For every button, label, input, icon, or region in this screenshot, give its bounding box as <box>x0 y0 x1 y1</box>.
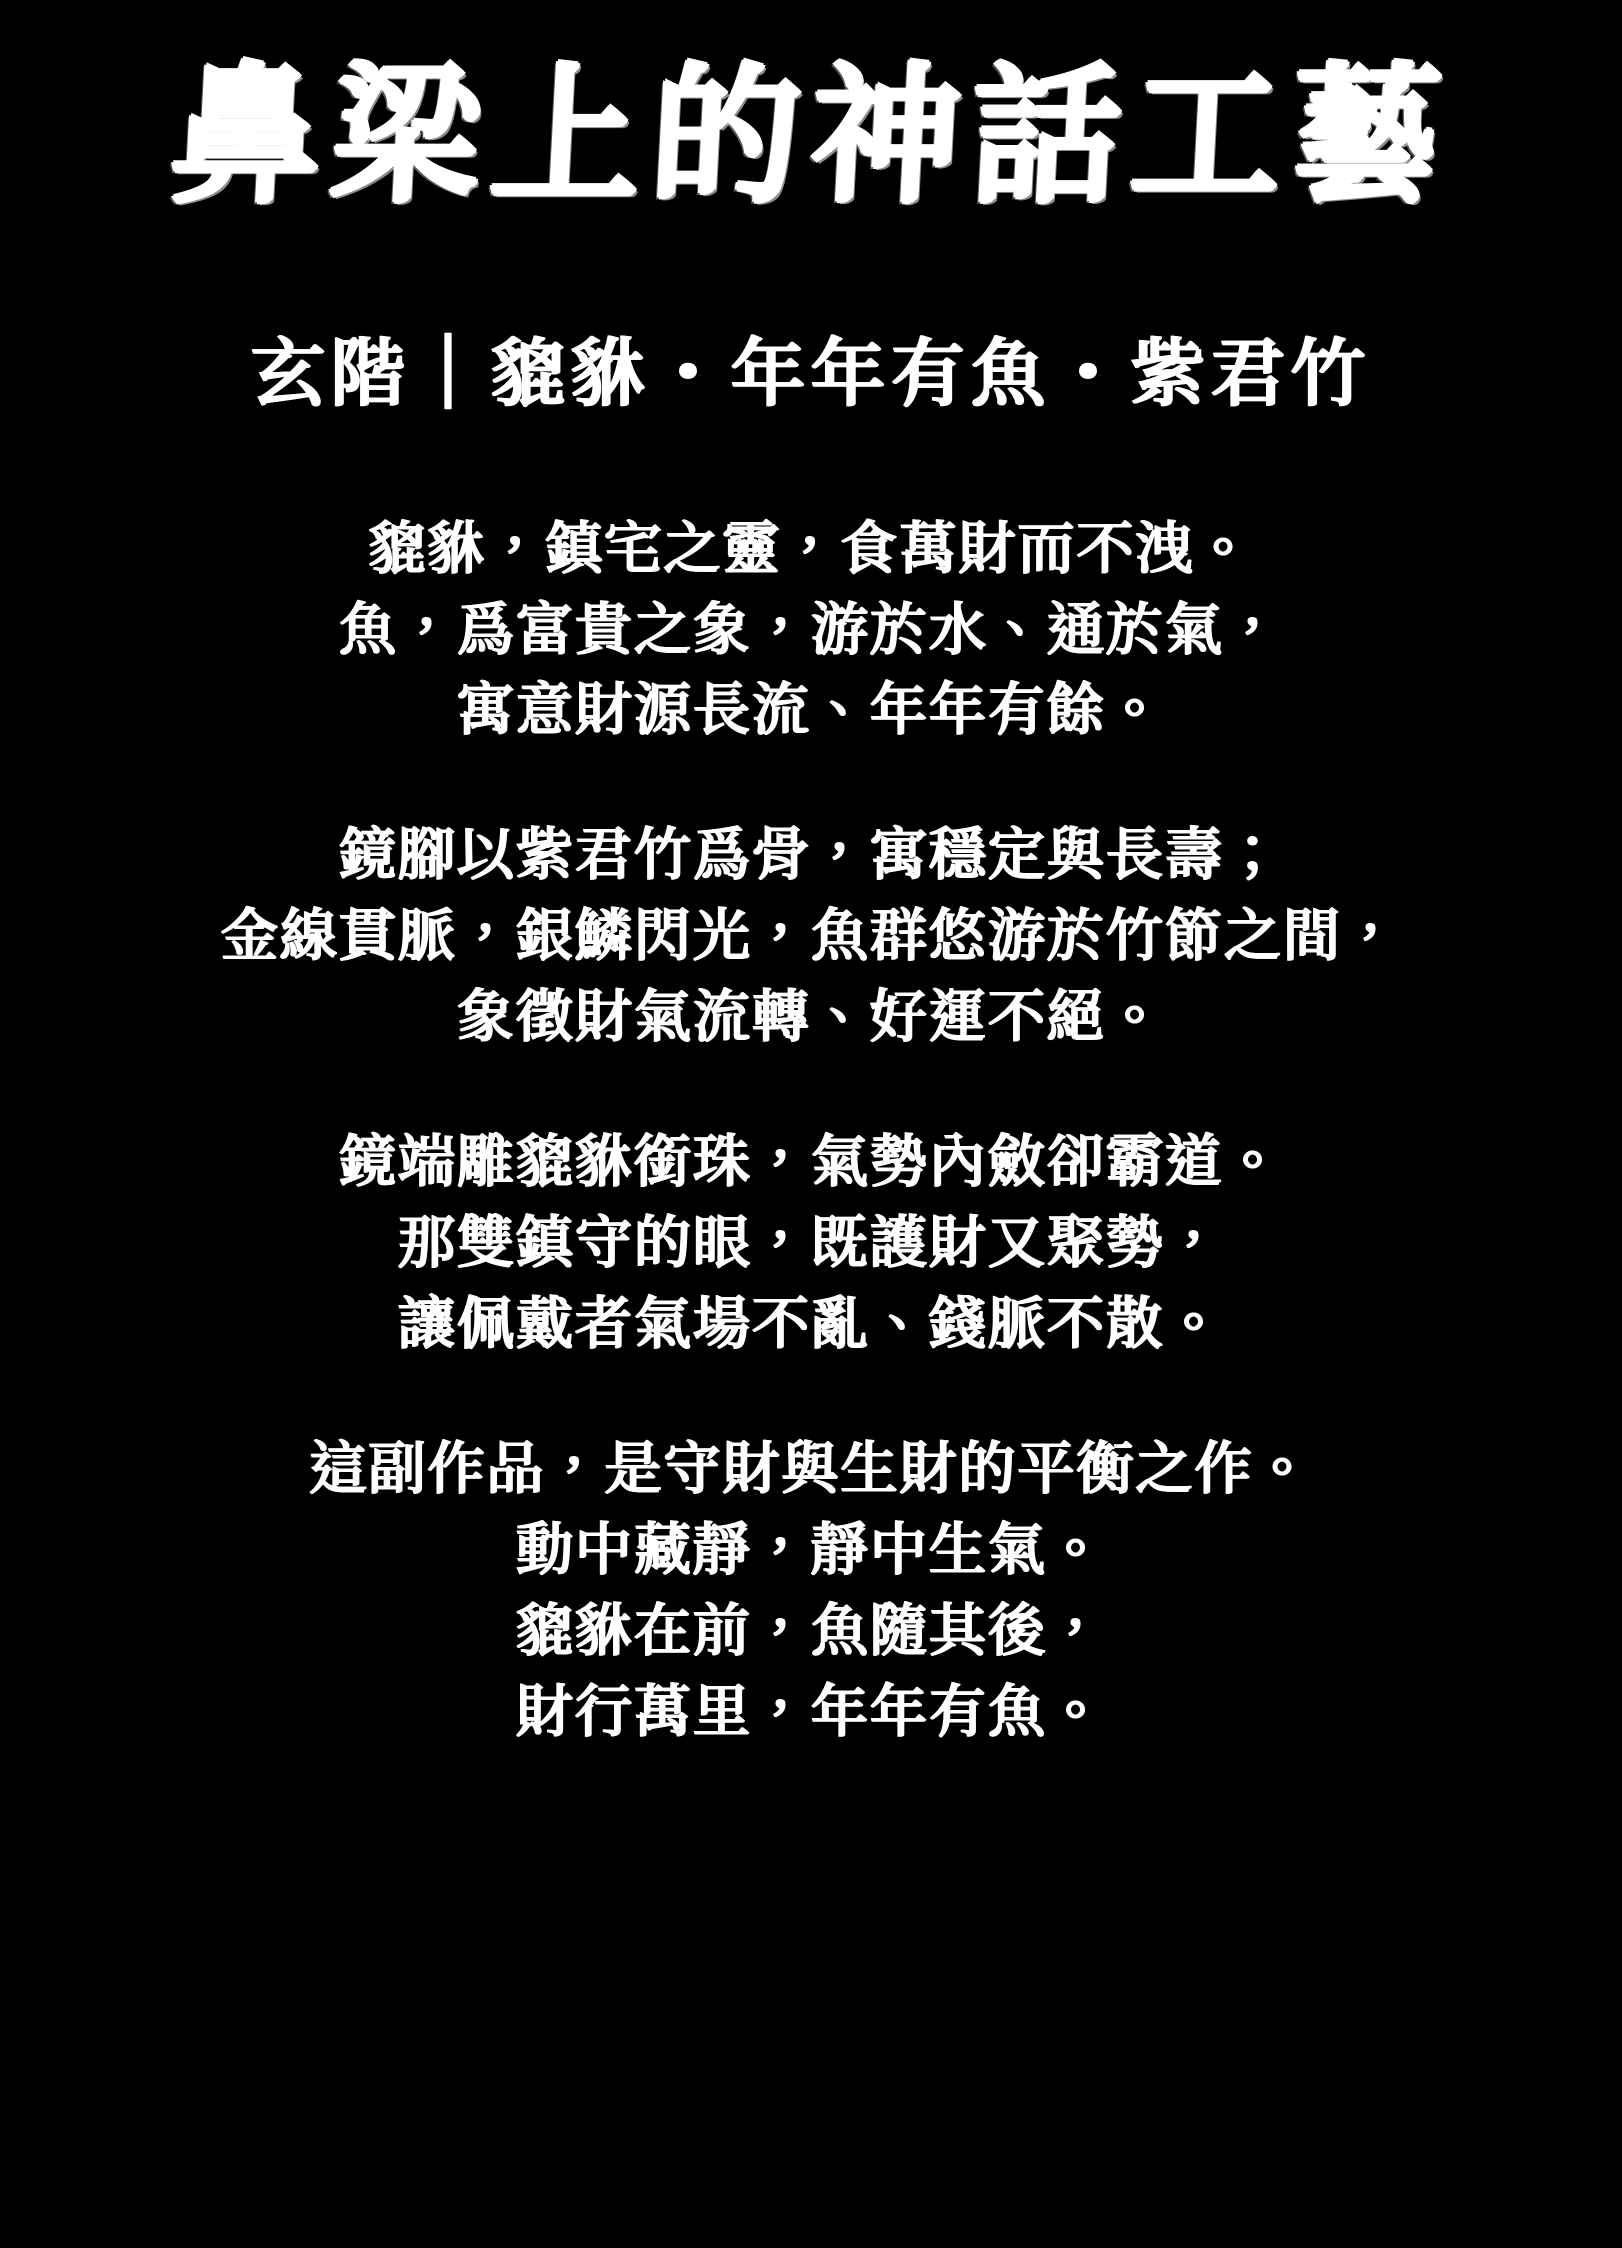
paragraph-2 <box>0 815 1622 1058</box>
paragraph-1 <box>0 509 1622 752</box>
paragraph-line: 寓意財源長流、年年有餘。 <box>457 676 1165 744</box>
subtitle-block <box>0 332 1622 417</box>
page-title: 鼻梁上的神話工藝 <box>166 48 1456 224</box>
paragraph-line: 這副作品，是守財與生財的平衡之作。 <box>309 1435 1313 1503</box>
paragraph-line: 財行萬里，年年有魚。 <box>516 1677 1106 1745</box>
paragraph-line: 鏡端雕貔貅銜珠，氣勢內斂卻霸道。 <box>339 1128 1283 1196</box>
paragraph-line: 動中藏靜，靜中生氣。 <box>516 1515 1106 1583</box>
paragraph-3 <box>0 1122 1622 1365</box>
paragraph-line: 那雙鎮守的眼，既護財又聚勢， <box>398 1209 1224 1277</box>
paragraph-4 <box>0 1429 1622 1753</box>
paragraph-line: 象徵財氣流轉、好運不絕。 <box>457 983 1165 1051</box>
paragraph-line: 貔貅在前，魚隨其後， <box>516 1596 1106 1664</box>
paragraph-line: 鏡腳以紫君竹爲骨，寓穩定與長壽； <box>339 821 1283 889</box>
title-block <box>0 48 1622 224</box>
paragraph-line: 貔貅，鎮宅之靈，食萬財而不洩。 <box>368 514 1254 582</box>
paragraph-line: 魚，爲富貴之象，游於水、通於氣， <box>339 595 1283 663</box>
page-subtitle: 玄階｜貔貅・年年有魚・紫君竹 <box>251 330 1371 417</box>
body-text-block <box>0 509 1622 1753</box>
paragraph-line: 金線貫脈，銀鱗閃光，魚群悠游於竹節之間， <box>221 902 1401 970</box>
paragraph-line: 讓佩戴者氣場不亂、錢脈不散。 <box>398 1290 1224 1358</box>
